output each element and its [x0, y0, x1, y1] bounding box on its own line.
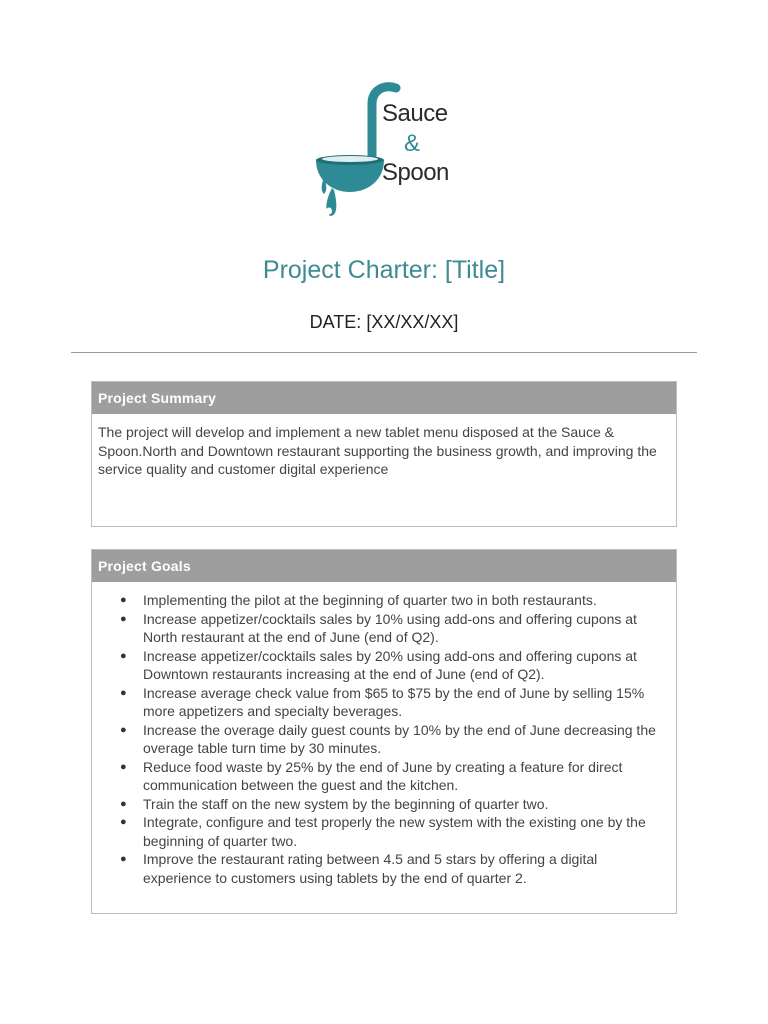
goal-text: Integrate, configure and test properly the new system with the existing one by the beginning of quarter two. [143, 814, 646, 849]
goal-item [98, 684, 670, 721]
project-goals-heading: Project Goals [92, 550, 676, 582]
logo-text-ampersand: & [404, 130, 420, 157]
goal-text: Increase the overage daily guest counts by 10% by the end of June decreasing the overage table turn time by 30 minutes. [143, 721, 656, 756]
project-goals-body [92, 582, 676, 887]
sauce-and-spoon-logo [312, 80, 462, 220]
goal-text: Increase appetizer/cocktails sales by 10% using add-ons and offering cupons at North restaurant at the end of June (end of Q2). [143, 610, 637, 645]
project-summary-panel [91, 381, 677, 527]
goal-item [98, 591, 670, 610]
bullet-icon: ● [120, 612, 127, 625]
goal-text: Increase appetizer/cocktails sales by 20% using add-ons and offering cupons at Downtown restaurants increasing at the end of June (end of Q2). [143, 647, 637, 682]
project-summary-heading: Project Summary [92, 382, 676, 414]
goal-text: Improve the restaurant rating between 4.5 and 5 stars by offering a digital experience to customers using tablets by the end of quarter 2. [143, 851, 598, 886]
goals-list [98, 591, 670, 887]
goal-item [98, 721, 670, 758]
bullet-icon: ● [120, 853, 127, 865]
bullet-icon: ● [120, 797, 127, 810]
project-summary-text: The project will develop and implement a new tablet menu disposed at the Sauce & Spoon.North and Downtown restaurant supporting the business growth, and improving the service quality and customer digital experience [98, 424, 657, 477]
bullet-icon: ● [120, 649, 127, 662]
goal-item [98, 813, 670, 850]
document-date: DATE: [XX/XX/XX] [309, 312, 459, 332]
goal-item [98, 795, 670, 814]
logo-text-spoon: Spoon [382, 159, 449, 186]
project-goals-panel [91, 549, 677, 914]
goal-item [98, 647, 670, 684]
goal-text: Train the staff on the new system by the beginning of quarter two. [143, 795, 549, 812]
bullet-icon: ● [120, 723, 127, 736]
goal-item [98, 758, 670, 795]
bullet-icon: ● [120, 760, 127, 773]
goal-item [98, 610, 670, 647]
goal-text: Increase average check value from $65 to $75 by the end of June by selling 15% more appetizers and specialty beverages. [143, 684, 645, 719]
bullet-icon: ● [120, 686, 127, 699]
divider [71, 352, 697, 353]
bullet-icon: ● [120, 594, 127, 606]
page-title: Project Charter: [Title] [262, 256, 506, 284]
goal-text: Implementing the pilot at the beginning of quarter two in both restaurants. [143, 592, 597, 608]
goal-text: Reduce food waste by 25% by the end of June by creating a feature for direct communication between the guest and the kitchen. [143, 758, 623, 793]
bullet-icon: ● [120, 816, 127, 828]
goal-item [98, 850, 670, 887]
logo-text-sauce: Sauce [382, 100, 448, 127]
